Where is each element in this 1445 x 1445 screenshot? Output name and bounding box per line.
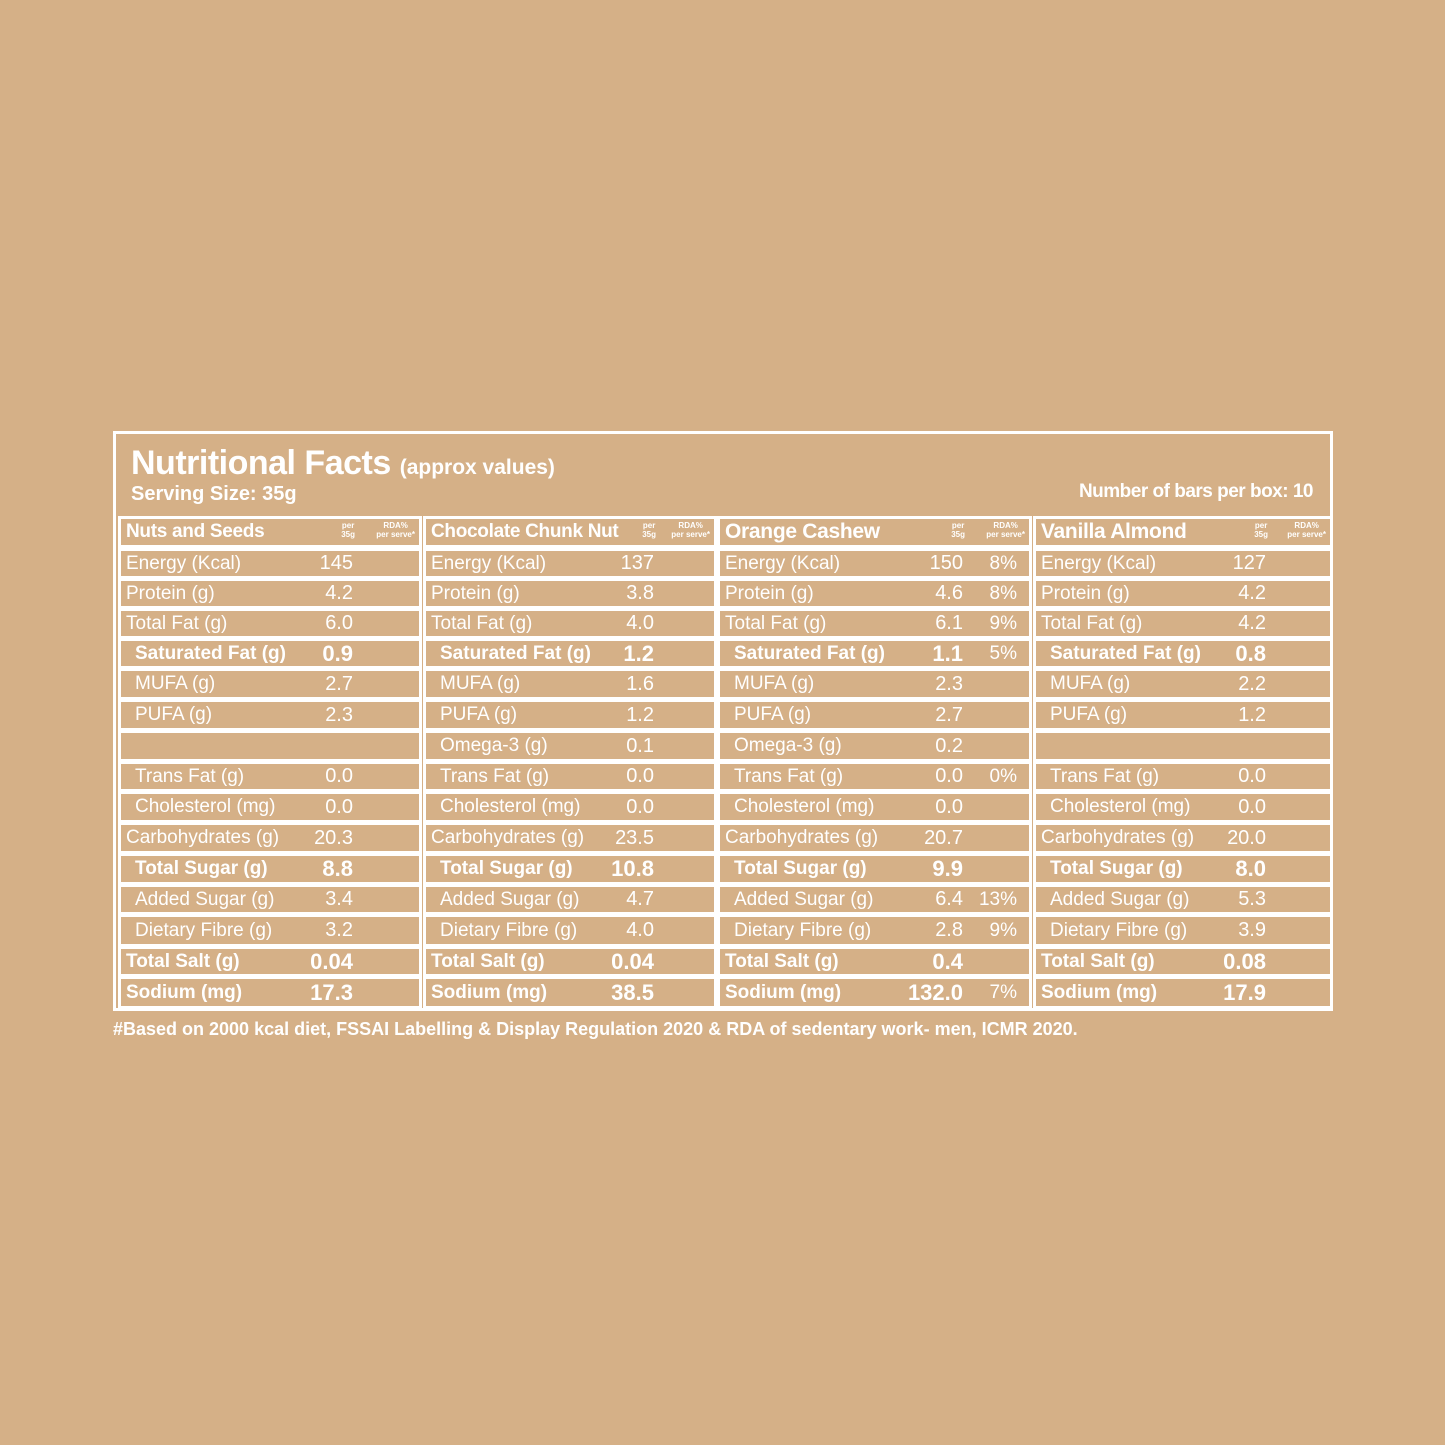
nutrient-value: 3.9 — [1238, 919, 1266, 941]
nutrient-value: 0.1 — [626, 734, 654, 757]
nutrient-value: 0.0 — [935, 795, 963, 818]
nutrient-row — [717, 914, 1032, 947]
nutrient-value: 4.2 — [1238, 582, 1266, 604]
nutrient-label: Energy (Kcal) — [725, 552, 841, 574]
nutrient-value: 1.2 — [623, 640, 654, 666]
rda-serve-label: per serve* — [1287, 530, 1326, 539]
nutrient-label: Added Sugar (g) — [135, 888, 275, 910]
nutrient-row — [118, 853, 422, 885]
nutrient-value: 6.4 — [935, 888, 963, 910]
nutrient-label: Dietary Fibre (g) — [135, 919, 273, 941]
nutrient-label: MUFA (g) — [135, 673, 216, 694]
nutrient-row — [717, 853, 1032, 885]
per-label: per — [1254, 521, 1268, 530]
nutrient-label: Added Sugar (g) — [440, 888, 580, 910]
nutrient-value: 6.1 — [935, 612, 963, 634]
nutrient-row — [1033, 976, 1333, 1009]
nutrient-row — [423, 668, 717, 700]
nutrient-value: 4.0 — [626, 919, 654, 941]
nutrient-label: Cholesterol (mg) — [440, 796, 581, 817]
per-35g-header — [1254, 521, 1268, 539]
rda-value: 7% — [989, 981, 1017, 1003]
rda-header — [986, 521, 1025, 539]
product-column — [118, 516, 422, 1010]
nutrient-label: PUFA (g) — [1050, 704, 1128, 725]
rda-label: RDA% — [678, 521, 703, 530]
nutrient-value: 1.2 — [1238, 703, 1266, 726]
nutrient-row — [118, 548, 422, 579]
nutrient-value: 145 — [319, 552, 353, 574]
nutrient-row — [717, 822, 1032, 854]
nutrient-label: Added Sugar (g) — [1050, 888, 1190, 910]
nutrient-label: Cholesterol (mg) — [135, 796, 276, 817]
nutrient-row — [717, 730, 1032, 762]
nutrient-value: 38.5 — [611, 979, 654, 1005]
rda-serve-label: per serve* — [376, 530, 415, 539]
nutrient-row — [717, 761, 1032, 792]
nutrient-value: 2.3 — [325, 703, 353, 726]
nutrient-value: 0.0 — [325, 795, 353, 818]
nutrient-row — [118, 608, 422, 639]
nutrient-label: Protein (g) — [431, 582, 520, 604]
per-amount-label: 35g — [642, 530, 656, 539]
nutrient-row — [1033, 548, 1333, 579]
nutrient-label: Saturated Fat (g) — [440, 642, 591, 664]
nutrient-row — [717, 884, 1032, 915]
nutrient-label: Total Salt (g) — [126, 950, 240, 972]
nutrient-row — [118, 976, 422, 1009]
nutrient-row — [423, 730, 717, 762]
nutrient-row — [423, 853, 717, 885]
rda-header — [1287, 521, 1326, 539]
nutrient-row — [118, 822, 422, 854]
nutrient-label: Protein (g) — [1041, 582, 1130, 604]
title-text: Nutritional Facts — [131, 444, 391, 482]
nutrient-label: Sodium (mg) — [431, 981, 548, 1003]
nutrient-label: Cholesterol (mg) — [1050, 796, 1191, 817]
nutrient-value: 0.0 — [325, 765, 353, 787]
nutrient-label: Sodium (mg) — [1041, 981, 1158, 1003]
nutrient-row — [1033, 668, 1333, 700]
nutrient-value: 0.8 — [1235, 640, 1266, 666]
nutrient-value: 4.0 — [626, 612, 654, 634]
nutrient-row — [118, 946, 422, 977]
rda-serve-label: per serve* — [671, 530, 710, 539]
nutrient-row — [423, 822, 717, 854]
nutrient-label: Saturated Fat (g) — [1050, 642, 1201, 664]
nutrient-row — [118, 730, 422, 762]
nutrient-value: 2.7 — [325, 672, 353, 695]
nutrient-value: 127 — [1232, 552, 1266, 574]
nutrient-label: Carbohydrates (g) — [126, 827, 280, 848]
nutrient-label: Total Fat (g) — [1041, 612, 1143, 634]
nutrient-label: Saturated Fat (g) — [135, 642, 286, 664]
nutrient-value: 0.08 — [1223, 948, 1266, 974]
nutrient-label: Omega-3 (g) — [440, 735, 548, 756]
nutrient-label: Dietary Fibre (g) — [734, 919, 872, 941]
nutrient-label: Total Sugar (g) — [135, 858, 268, 879]
nutrient-row — [717, 946, 1032, 977]
column-header — [118, 516, 422, 548]
rda-label: RDA% — [1294, 521, 1319, 530]
nutrient-row — [118, 791, 422, 823]
title-suffix: (approx values) — [399, 456, 555, 479]
nutrient-row — [423, 791, 717, 823]
nutrient-label: Energy (Kcal) — [1041, 552, 1157, 574]
nutrient-label: Total Fat (g) — [725, 612, 827, 634]
nutrient-value: 137 — [620, 552, 654, 574]
nutrient-label: PUFA (g) — [440, 704, 518, 725]
nutrient-label: Omega-3 (g) — [734, 735, 842, 756]
per-label: per — [951, 521, 965, 530]
nutrient-row — [717, 638, 1032, 669]
nutrient-row — [423, 976, 717, 1009]
nutrient-value: 0.0 — [1238, 765, 1266, 787]
nutrient-value: 3.4 — [325, 888, 353, 910]
nutrient-label: MUFA (g) — [1050, 673, 1131, 694]
footnote: #Based on 2000 kcal diet, FSSAI Labelling & Display Regulation 2020 & RDA of sedentary work- men, ICMR 2020. — [113, 1019, 1078, 1039]
column-header — [423, 516, 717, 548]
rda-header — [376, 521, 415, 539]
nutrient-value: 8.0 — [1235, 856, 1266, 881]
nutrient-label: Total Sugar (g) — [1050, 858, 1183, 879]
nutrient-value: 2.3 — [935, 672, 963, 695]
rda-value: 13% — [978, 888, 1017, 910]
nutrient-value: 23.5 — [615, 826, 654, 849]
product-column — [423, 516, 717, 1010]
rda-value: 9% — [989, 612, 1017, 634]
nutrient-row — [717, 976, 1032, 1009]
nutrient-row — [717, 791, 1032, 823]
nutrient-label: Total Salt (g) — [725, 950, 839, 972]
nutrient-row — [1033, 884, 1333, 915]
nutrient-label: Trans Fat (g) — [135, 765, 245, 787]
nutrient-value: 2.8 — [935, 919, 963, 941]
rda-header — [671, 521, 710, 539]
nutrient-value: 1.6 — [626, 672, 654, 695]
nutrient-value: 20.3 — [314, 826, 353, 849]
product-name: Nuts and Seeds — [126, 521, 265, 542]
nutrient-label: Dietary Fibre (g) — [1050, 919, 1188, 941]
nutrient-label: Carbohydrates (g) — [725, 827, 879, 848]
nutrient-row — [1033, 578, 1333, 609]
product-column — [717, 516, 1032, 1010]
nutrient-row — [118, 914, 422, 947]
nutrient-row — [1033, 914, 1333, 947]
per-label: per — [642, 521, 656, 530]
nutrient-label: Carbohydrates (g) — [1041, 827, 1195, 848]
nutrient-label: Total Salt (g) — [431, 950, 545, 972]
nutrient-row — [423, 548, 717, 579]
nutrient-value: 2.7 — [935, 703, 963, 726]
nutrient-label: Added Sugar (g) — [734, 888, 874, 910]
nutrient-row — [423, 578, 717, 609]
nutrient-label: PUFA (g) — [135, 704, 213, 725]
nutrient-label: Trans Fat (g) — [1050, 765, 1160, 787]
per-35g-header — [951, 521, 965, 539]
per-amount-label: 35g — [1254, 530, 1268, 539]
rda-label: RDA% — [993, 521, 1018, 530]
per-amount-label: 35g — [341, 530, 355, 539]
nutrient-label: Total Sugar (g) — [734, 858, 867, 879]
nutrient-row — [717, 699, 1032, 731]
nutrient-value: 4.2 — [325, 582, 353, 604]
nutrient-row — [423, 699, 717, 731]
nutrient-row — [717, 608, 1032, 639]
nutrient-row — [118, 578, 422, 609]
nutrient-label: Saturated Fat (g) — [734, 642, 885, 664]
nutrient-row — [118, 699, 422, 731]
nutrient-label: Trans Fat (g) — [440, 765, 550, 787]
nutrient-value: 0.0 — [1238, 795, 1266, 818]
nutrient-row — [1033, 822, 1333, 854]
nutrient-value: 4.2 — [1238, 612, 1266, 634]
nutrient-label: Total Sugar (g) — [440, 858, 573, 879]
nutrient-row — [423, 914, 717, 947]
nutrient-label: Dietary Fibre (g) — [440, 919, 578, 941]
product-name: Vanilla Almond — [1041, 520, 1187, 543]
per-35g-header — [341, 521, 355, 539]
nutrient-label: Cholesterol (mg) — [734, 796, 875, 817]
nutrient-value: 150 — [929, 552, 963, 574]
nutrient-value: 0.9 — [322, 640, 353, 666]
nutrient-label: Total Fat (g) — [431, 612, 533, 634]
nutrient-value: 20.7 — [924, 826, 963, 849]
nutrient-value: 0.0 — [626, 795, 654, 818]
nutrient-value: 1.1 — [932, 640, 963, 666]
nutrient-value: 17.3 — [310, 979, 353, 1005]
rda-serve-label: per serve* — [986, 530, 1025, 539]
nutrient-value: 0.0 — [935, 765, 963, 787]
nutrient-row — [1033, 608, 1333, 639]
nutrition-facts-panel — [113, 431, 1333, 1011]
product-column — [1033, 516, 1333, 1010]
nutrient-row — [118, 884, 422, 915]
nutrient-label: Protein (g) — [725, 582, 814, 604]
nutrient-value: 17.9 — [1223, 979, 1266, 1005]
nutrient-label: Protein (g) — [126, 582, 215, 604]
nutrient-row — [423, 638, 717, 669]
nutrient-row — [1033, 853, 1333, 885]
nutrient-row — [118, 668, 422, 700]
rda-value: 0% — [989, 765, 1017, 787]
column-header — [1033, 516, 1333, 548]
nutrient-label: Carbohydrates (g) — [431, 827, 585, 848]
nutrient-row — [423, 761, 717, 792]
nutrient-row — [1033, 638, 1333, 669]
nutrient-value: 9.9 — [932, 856, 963, 881]
serving-size: Serving Size: 35g — [131, 483, 297, 505]
nutrient-value: 132.0 — [907, 979, 963, 1005]
nutrient-label: Energy (Kcal) — [126, 552, 242, 574]
nutrient-value: 20.0 — [1227, 826, 1266, 849]
nutrient-value: 8.8 — [322, 856, 353, 881]
nutrient-row — [423, 884, 717, 915]
per-label: per — [341, 521, 355, 530]
nutrient-label: Sodium (mg) — [725, 981, 842, 1003]
nutrient-row — [1033, 946, 1333, 977]
nutrient-label: MUFA (g) — [440, 673, 521, 694]
per-35g-header — [642, 521, 656, 539]
nutrient-label: Energy (Kcal) — [431, 552, 547, 574]
rda-value: 8% — [989, 582, 1017, 604]
nutrient-label: Total Salt (g) — [1041, 950, 1155, 972]
nutrient-row — [423, 946, 717, 977]
bars-per-box: Number of bars per box: 10 — [1078, 481, 1313, 502]
rda-label: RDA% — [383, 521, 408, 530]
column-header — [717, 516, 1032, 548]
nutrient-value: 10.8 — [611, 856, 654, 881]
nutrient-value: 1.2 — [626, 703, 654, 726]
nutrient-value: 4.6 — [935, 582, 963, 604]
nutrient-value: 2.2 — [1238, 672, 1266, 695]
nutrient-row — [118, 761, 422, 792]
nutrient-value: 0.0 — [626, 765, 654, 787]
nutrient-label: Sodium (mg) — [126, 981, 243, 1003]
nutrient-value: 0.2 — [935, 734, 963, 757]
page-title — [131, 444, 555, 487]
nutrient-value: 3.8 — [626, 582, 654, 604]
nutrient-row — [118, 638, 422, 669]
nutrient-label: Trans Fat (g) — [734, 765, 844, 787]
nutrient-row — [1033, 791, 1333, 823]
rda-value: 9% — [989, 919, 1017, 941]
product-name: Chocolate Chunk Nut — [431, 521, 619, 542]
nutrient-value: 3.2 — [325, 919, 353, 941]
nutrient-label: PUFA (g) — [734, 704, 812, 725]
nutrient-label: MUFA (g) — [734, 673, 815, 694]
nutrient-value: 0.4 — [932, 948, 963, 974]
nutrient-row — [717, 668, 1032, 700]
nutrient-value: 4.7 — [626, 888, 654, 910]
nutrient-row — [717, 578, 1032, 609]
nutrient-value: 0.04 — [611, 948, 654, 974]
nutrient-label: Total Fat (g) — [126, 612, 228, 634]
nutrient-value: 5.3 — [1238, 888, 1266, 910]
nutrient-row — [423, 608, 717, 639]
nutrient-row — [1033, 730, 1333, 762]
per-amount-label: 35g — [951, 530, 965, 539]
rda-value: 5% — [989, 642, 1017, 664]
nutrient-row — [1033, 699, 1333, 731]
nutrient-value: 0.04 — [310, 948, 353, 974]
nutrient-value: 6.0 — [325, 612, 353, 634]
nutrient-row — [717, 548, 1032, 579]
nutrient-row — [1033, 761, 1333, 792]
product-name: Orange Cashew — [725, 520, 880, 543]
rda-value: 8% — [989, 552, 1017, 574]
